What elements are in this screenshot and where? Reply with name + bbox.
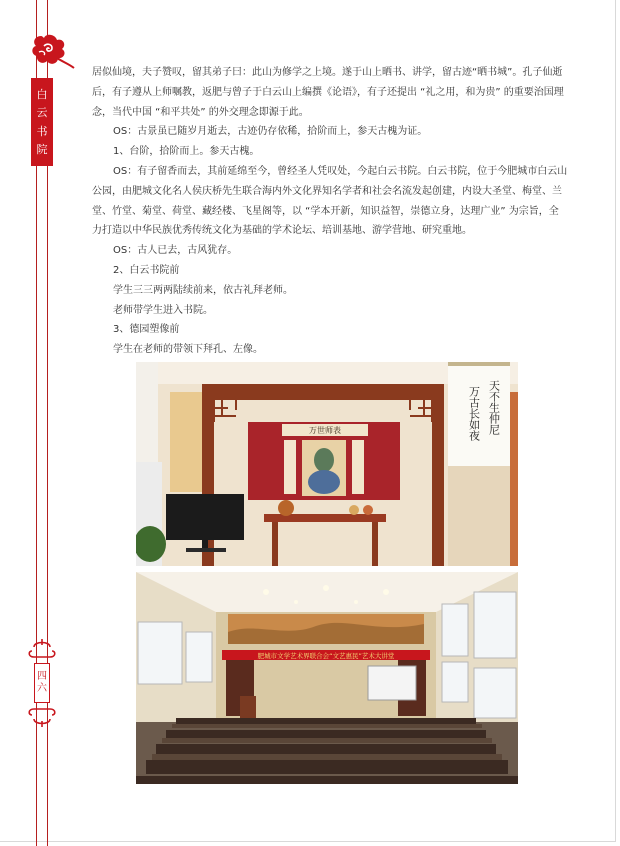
- paragraph: 2、白云书院前: [113, 264, 180, 276]
- paragraph: OS：古人已去，古风犹存。: [113, 245, 238, 257]
- paragraph: 学生三三两两陆续前来，依古礼拜老师。: [113, 284, 293, 296]
- cloud-logo-icon: [27, 28, 75, 74]
- lecture-hall-photo: [136, 572, 518, 784]
- scroll-text-col1: 天不生仲尼: [487, 380, 501, 435]
- paragraph: 老师带学生进入书院。: [113, 304, 213, 316]
- hall-banner-text: 肥城市文学艺术界联合会“文艺惠民”艺术大讲堂: [257, 652, 395, 660]
- paragraph: 居似仙境，夫子赞叹，留其弟子曰：此山为修学之上境。遂于山上晒书、讲学，留古迹“晒书城”。孔子仙逝后，有子遵从上师嘱教，返肥与曾子于白云山上编撰《论语》，有子还提出 “礼之用，和为贵” 的重要治国理念，当代中国 “和平共处” 的外交理念即源于此。: [92, 67, 564, 118]
- page-number: [34, 663, 50, 703]
- paragraph: 3、德园塑像前: [113, 324, 180, 336]
- book-title-char: 院: [36, 142, 48, 156]
- paragraph: 1、台阶，拾阶而上。参天古槐。: [113, 146, 260, 158]
- book-title-vertical: [31, 78, 53, 166]
- book-title-char: 书: [36, 124, 48, 138]
- paragraph: OS：古景虽已随岁月逝去，古迹仍存依稀，拾阶而上，参天古槐为证。: [113, 126, 428, 138]
- scroll-text-col2: 万古长如夜: [467, 386, 481, 441]
- book-title-char: 云: [36, 106, 48, 120]
- paragraph: OS：有子留香而去，其前延绵至今，曾经圣人凭叹处，今起白云书院。白云书院，位于今肥城市白云山公园，由肥城文化名人侯庆桥先生联合海内外文化界知名学者和社会名流发起创建，内设大圣堂、梅堂、兰堂、竹堂、菊堂、荷堂、藏经楼、飞星阁等，以 “学本开新，知识益智，崇德立身，达理广业” 为宗旨，全力打造以中华民族优秀传统文化为基础的学术论坛、培训基地、游学营地、研究重地。: [92, 165, 568, 237]
- shrine-photo: [136, 362, 518, 566]
- body-text: [92, 63, 568, 360]
- book-title-char: 白: [36, 88, 48, 102]
- paragraph: 学生在老师的带领下拜孔、左像。: [113, 344, 263, 356]
- shrine-plaque-text: 万世师表: [309, 426, 341, 435]
- page-number-char: 四: [37, 671, 47, 682]
- page-number-char: 六: [37, 683, 47, 694]
